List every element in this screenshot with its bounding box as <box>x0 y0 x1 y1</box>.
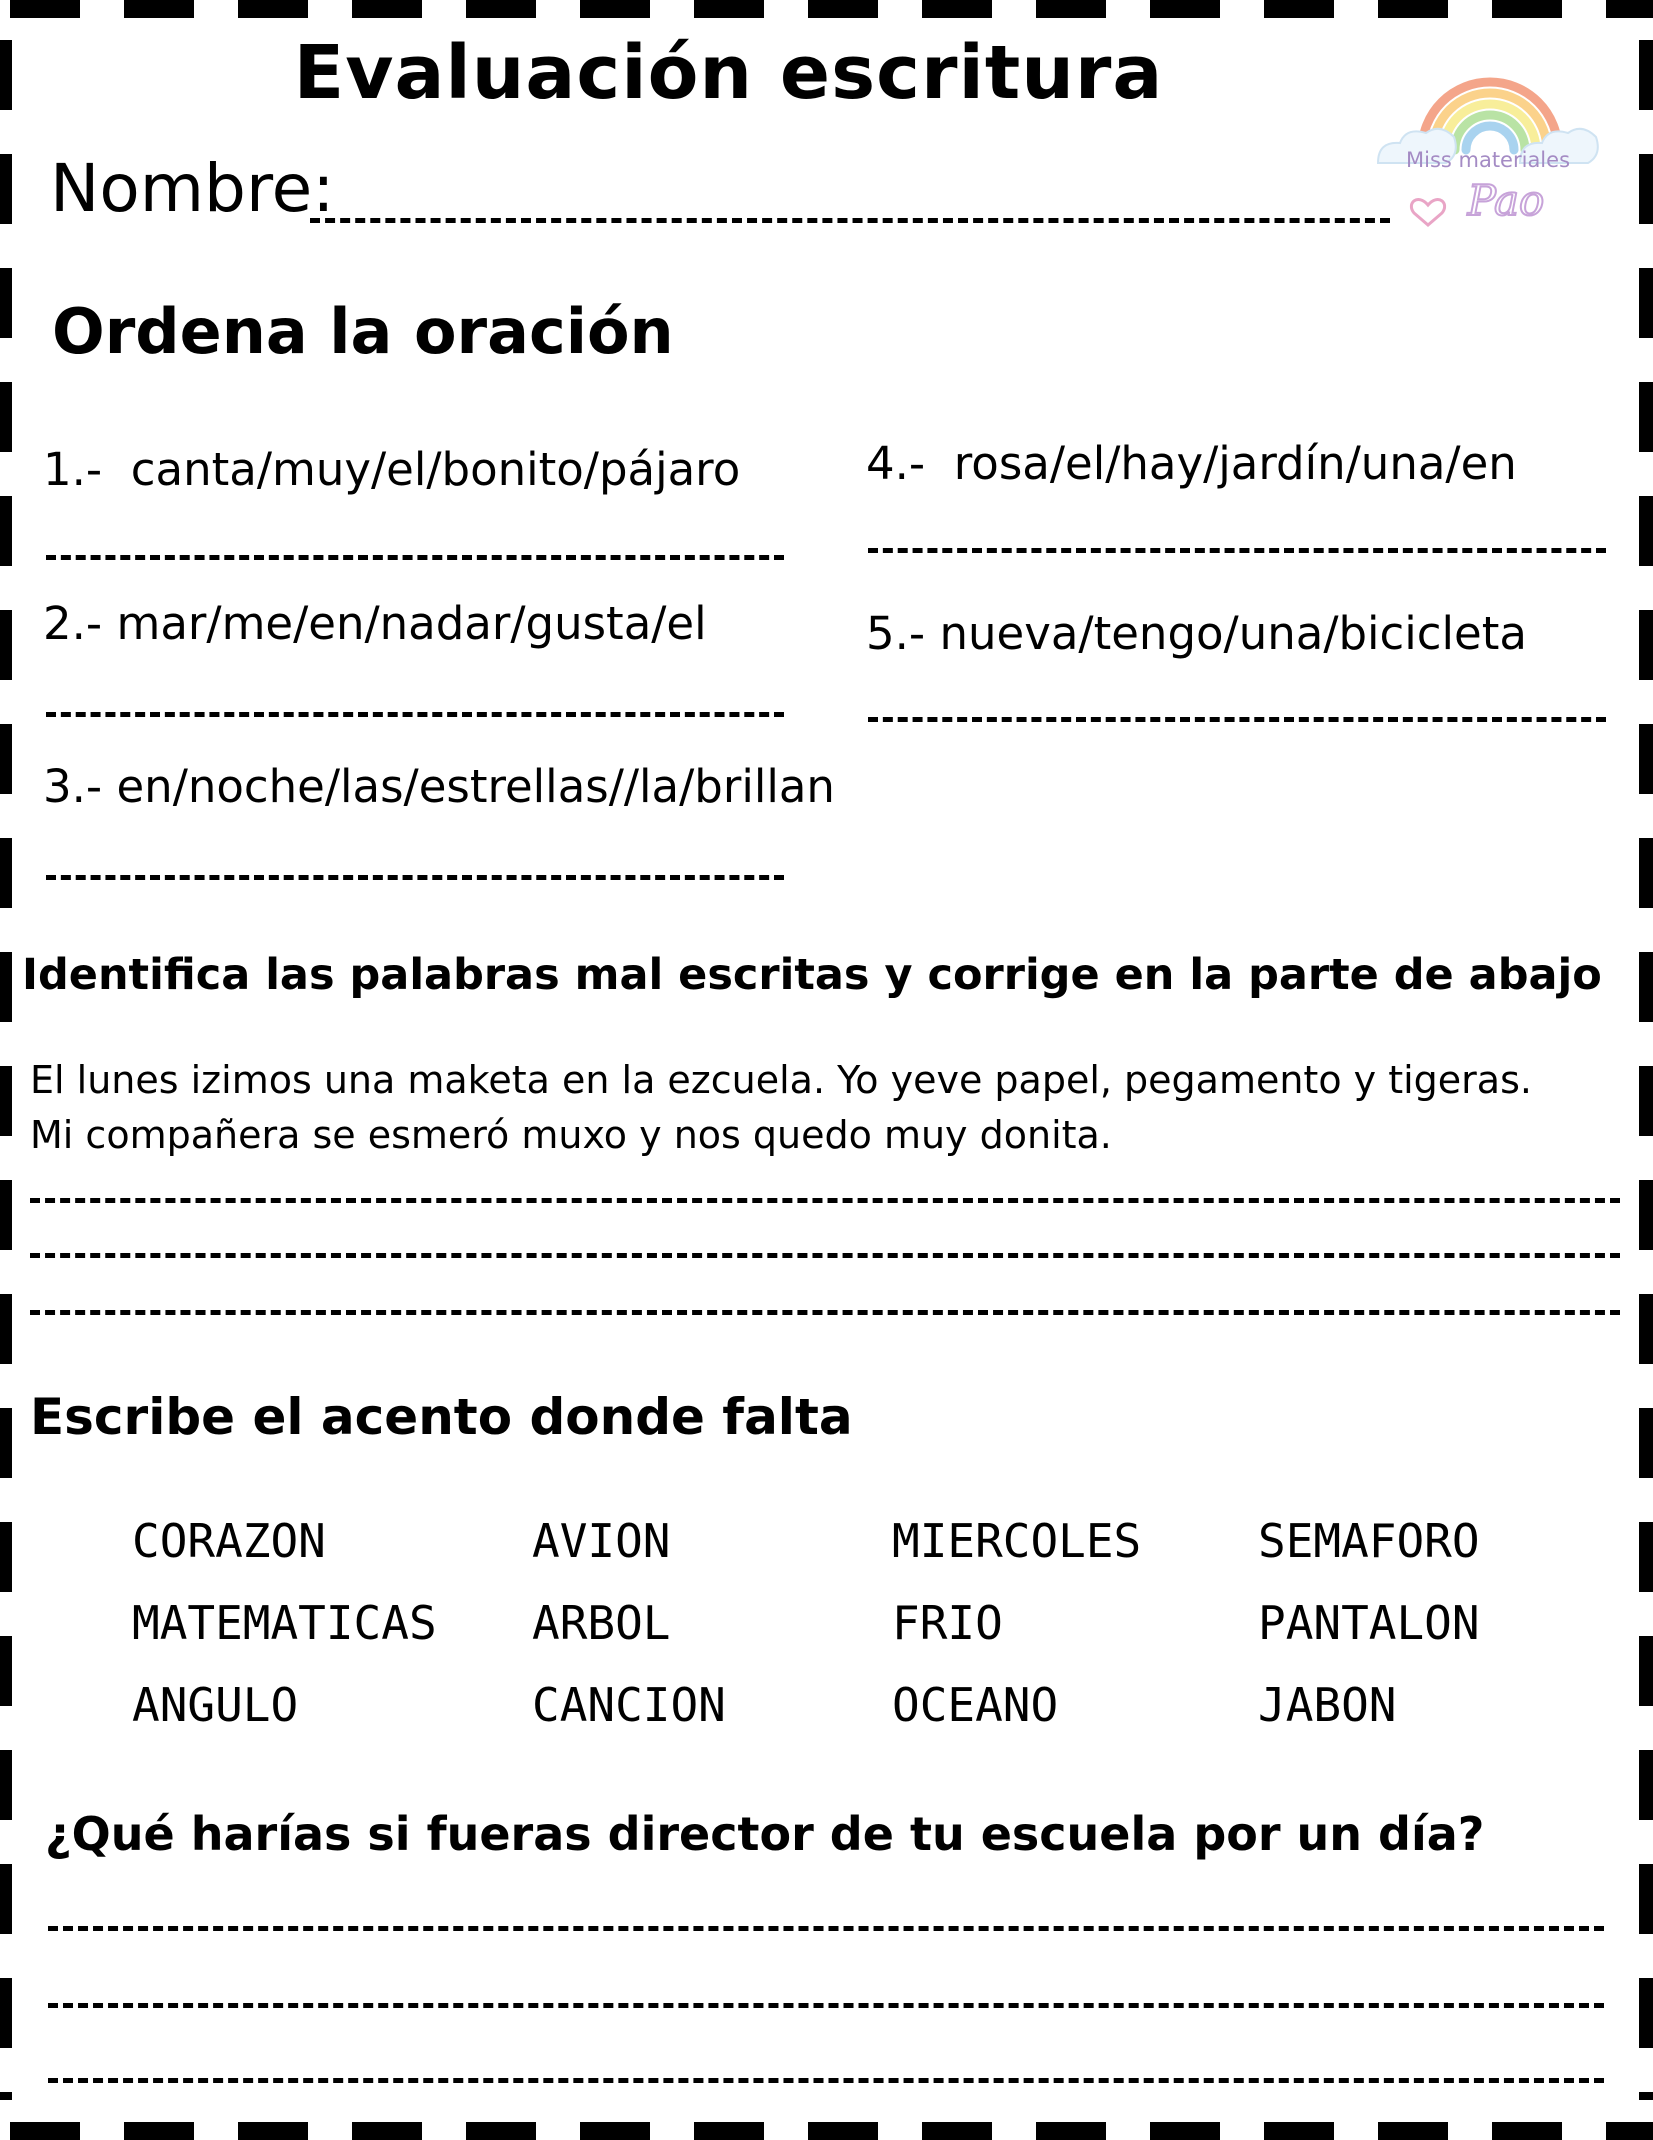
border-dash <box>1639 952 1653 1022</box>
accent-word[interactable]: ANGULO <box>132 1678 299 1732</box>
border-dash <box>0 2092 12 2100</box>
border-dash <box>0 952 12 1022</box>
border-dash <box>0 1864 12 1934</box>
border-dash <box>0 1408 12 1478</box>
border-dash <box>1264 0 1334 18</box>
border-dash <box>1639 1522 1653 1592</box>
name-label: Nombre: <box>50 150 335 227</box>
border-dash <box>0 154 12 224</box>
border-dash <box>0 1294 12 1364</box>
answer-line-question-1[interactable] <box>48 1926 1604 1931</box>
border-dash <box>1639 2092 1653 2100</box>
border-dash <box>1639 268 1653 338</box>
accent-word[interactable]: MATEMATICAS <box>132 1596 437 1650</box>
border-dash <box>1378 2122 1448 2140</box>
sentence-item-5: 5.- nueva/tengo/una/bicicleta <box>866 607 1527 660</box>
border-dash <box>1036 2122 1106 2140</box>
border-dash <box>124 2122 194 2140</box>
accent-word[interactable]: MIERCOLES <box>892 1514 1142 1568</box>
answer-line-3[interactable] <box>46 875 784 880</box>
accent-word[interactable]: CANCION <box>532 1678 726 1732</box>
accent-word[interactable]: FRIO <box>892 1596 1003 1650</box>
border-dash <box>0 1978 12 2048</box>
border-dash <box>352 2122 422 2140</box>
border-dash <box>1639 1978 1653 2048</box>
accent-word[interactable]: OCEANO <box>892 1678 1059 1732</box>
accent-word[interactable]: ARBOL <box>532 1596 671 1650</box>
paragraph-line-2: Mi compañera se esmeró muxo y nos quedo muy donita. <box>30 1113 1112 1157</box>
border-dash <box>0 1522 12 1592</box>
border-dash <box>1639 838 1653 908</box>
border-dash <box>466 0 536 18</box>
section-heading-acento: Escribe el acento donde falta <box>30 1388 853 1446</box>
miss-materiales-pao-logo <box>1360 55 1615 235</box>
border-dash <box>0 1180 12 1250</box>
border-dash <box>10 0 80 18</box>
border-dash <box>1639 610 1653 680</box>
border-dash <box>694 0 764 18</box>
section-heading-identifica: Identifica las palabras mal escritas y corrige en la parte de abajo <box>22 950 1602 1000</box>
border-dash <box>0 1066 12 1136</box>
border-dash <box>0 268 12 338</box>
border-dash <box>0 724 12 794</box>
sentence-item-3: 3.- en/noche/las/estrellas//la/brillan <box>43 760 835 813</box>
section-heading-pregunta: ¿Qué harías si fueras director de tu escuela por un día? <box>45 1807 1485 1861</box>
border-dash <box>1036 0 1106 18</box>
border-dash <box>238 2122 308 2140</box>
border-dash <box>580 0 650 18</box>
border-dash <box>1264 2122 1334 2140</box>
border-dash <box>238 0 308 18</box>
border-dash <box>1492 0 1562 18</box>
border-dash <box>352 0 422 18</box>
border-dash <box>0 496 12 566</box>
border-dash <box>808 0 878 18</box>
border-dash <box>1639 1180 1653 1250</box>
section-heading-ordena: Ordena la oración <box>52 295 674 368</box>
answer-line-question-3[interactable] <box>48 2078 1604 2083</box>
paragraph-line-1: El lunes izimos una maketa en la ezcuela. Yo yeve papel, pegamento y tigeras. <box>30 1058 1532 1102</box>
sentence-item-1: 1.- canta/muy/el/bonito/pájaro <box>43 443 741 496</box>
border-dash <box>1639 724 1653 794</box>
border-dash <box>1639 1294 1653 1364</box>
border-dash <box>0 382 12 452</box>
border-dash <box>0 838 12 908</box>
answer-line-2[interactable] <box>46 712 784 717</box>
accent-word[interactable]: PANTALON <box>1258 1596 1480 1650</box>
answer-line-5[interactable] <box>868 717 1606 722</box>
border-dash <box>1639 154 1653 224</box>
page-title: Evaluación escritura <box>293 30 1164 116</box>
correction-line-3[interactable] <box>30 1310 1620 1315</box>
border-dash <box>466 2122 536 2140</box>
sentence-item-4: 4.- rosa/el/hay/jardín/una/en <box>866 437 1517 490</box>
border-dash <box>1378 0 1448 18</box>
border-dash <box>808 2122 878 2140</box>
border-dash <box>694 2122 764 2140</box>
border-dash <box>1492 2122 1562 2140</box>
accent-word[interactable]: AVION <box>532 1514 671 1568</box>
border-dash <box>1639 1066 1653 1136</box>
border-dash <box>1639 1408 1653 1478</box>
border-dash <box>0 1636 12 1706</box>
border-dash <box>124 0 194 18</box>
accent-word[interactable]: SEMAFORO <box>1258 1514 1480 1568</box>
border-dash <box>580 2122 650 2140</box>
border-dash <box>1639 1636 1653 1706</box>
border-dash <box>1639 1864 1653 1934</box>
border-dash <box>10 2122 80 2140</box>
border-dash <box>922 0 992 18</box>
border-dash <box>922 2122 992 2140</box>
accent-word[interactable]: JABON <box>1258 1678 1397 1732</box>
border-dash <box>1639 496 1653 566</box>
border-dash <box>1639 382 1653 452</box>
border-dash <box>1150 2122 1220 2140</box>
border-dash <box>0 610 12 680</box>
svg-text:Pao: Pao <box>1467 176 1545 225</box>
correction-line-1[interactable] <box>30 1198 1620 1203</box>
answer-line-question-2[interactable] <box>48 2003 1604 2008</box>
answer-line-4[interactable] <box>868 548 1606 553</box>
answer-line-1[interactable] <box>46 555 784 560</box>
border-dash <box>1150 0 1220 18</box>
name-answer-line[interactable] <box>310 218 1390 223</box>
border-dash <box>1606 2122 1653 2140</box>
correction-line-2[interactable] <box>30 1253 1620 1258</box>
border-dash <box>1606 0 1653 18</box>
svg-text:Miss materiales: Miss materiales <box>1405 148 1571 172</box>
border-dash <box>1639 1750 1653 1820</box>
sentence-item-2: 2.- mar/me/en/nadar/gusta/el <box>43 597 707 650</box>
accent-word[interactable]: CORAZON <box>132 1514 326 1568</box>
border-dash <box>0 1750 12 1820</box>
